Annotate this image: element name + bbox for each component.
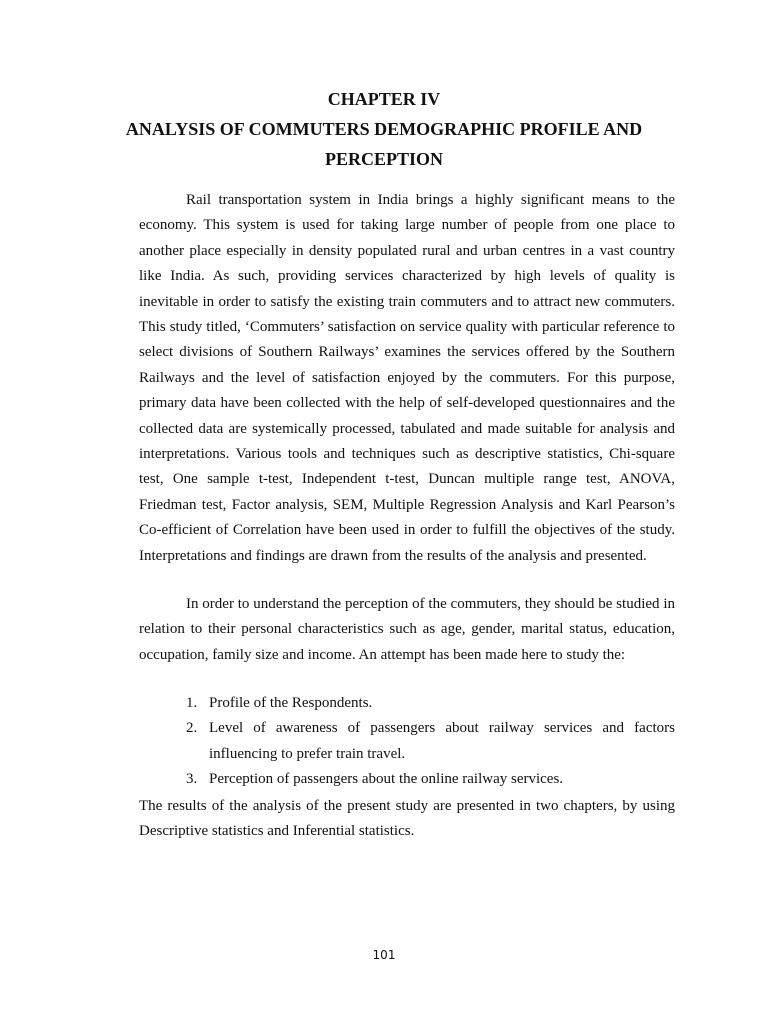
chapter-label: CHAPTER IV xyxy=(327,89,441,109)
chapter-title-line1: ANALYSIS OF COMMUTERS DEMOGRAPHIC PROFILE AND xyxy=(125,119,643,139)
perception-paragraph: In order to understand the perception of the commuters, they should be studied in relation to their personal characteristics such as age, gender, marital status, education, occupation, family size and income. An attempt has been made here to study the: xyxy=(139,596,675,663)
intro-paragraph: Rail transportation system in India brings a highly significant means to the economy. This system is used for taking large number of people from one place to another place especially in density populated rural and urban centres in a vast country like India. As such, providing services characterized by high levels of quality is inevitable in order to satisfy the existing train commuters and to attract new commuters. This study titled, ‘Commuters’ satisfaction on service quality with particular reference to select divisions of Southern Railways’ examines the services offered by the Southern Railways and the level of satisfaction enjoyed by the commuters. For this purpose, primary data have been collected with the help of self-developed questionnaires and the collected data are systemically processed, tabulated and made suitable for analysis and interpretations. Various tools and techniques such as descriptive statistics, Chi-square test, One sample t-test, Independent t-test, Duncan multiple range test, ANOVA, Friedman test, Factor analysis, SEM, Multiple Regression Analysis and Karl Pearson’s Co-efficient of Correlation have been used in order to fulfill the objectives of the study. Interpretations and findings are drawn from the results of the analysis and presented. xyxy=(139,192,675,564)
list-item-number: 2. xyxy=(186,720,198,737)
list-item-text: Perception of passengers about the online railway services. xyxy=(209,771,564,788)
page-number: 101 xyxy=(372,948,396,962)
chapter-title-line2: PERCEPTION xyxy=(324,149,443,169)
list-item-number: 3. xyxy=(186,771,198,788)
list-item-text: Profile of the Respondents. xyxy=(209,695,373,711)
list-item-number: 1. xyxy=(186,695,198,711)
study-topics-list xyxy=(186,691,675,793)
closing-paragraph: The results of the analysis of the present study are presented in two chapters, by using Descriptive statistics and Inferential statistics. xyxy=(139,798,675,840)
list-item-text: Level of awareness of passengers about railway services and factors influencing to prefer train travel. xyxy=(209,720,675,762)
list-item xyxy=(186,767,675,792)
list-item xyxy=(186,716,675,767)
list-item xyxy=(186,691,675,716)
